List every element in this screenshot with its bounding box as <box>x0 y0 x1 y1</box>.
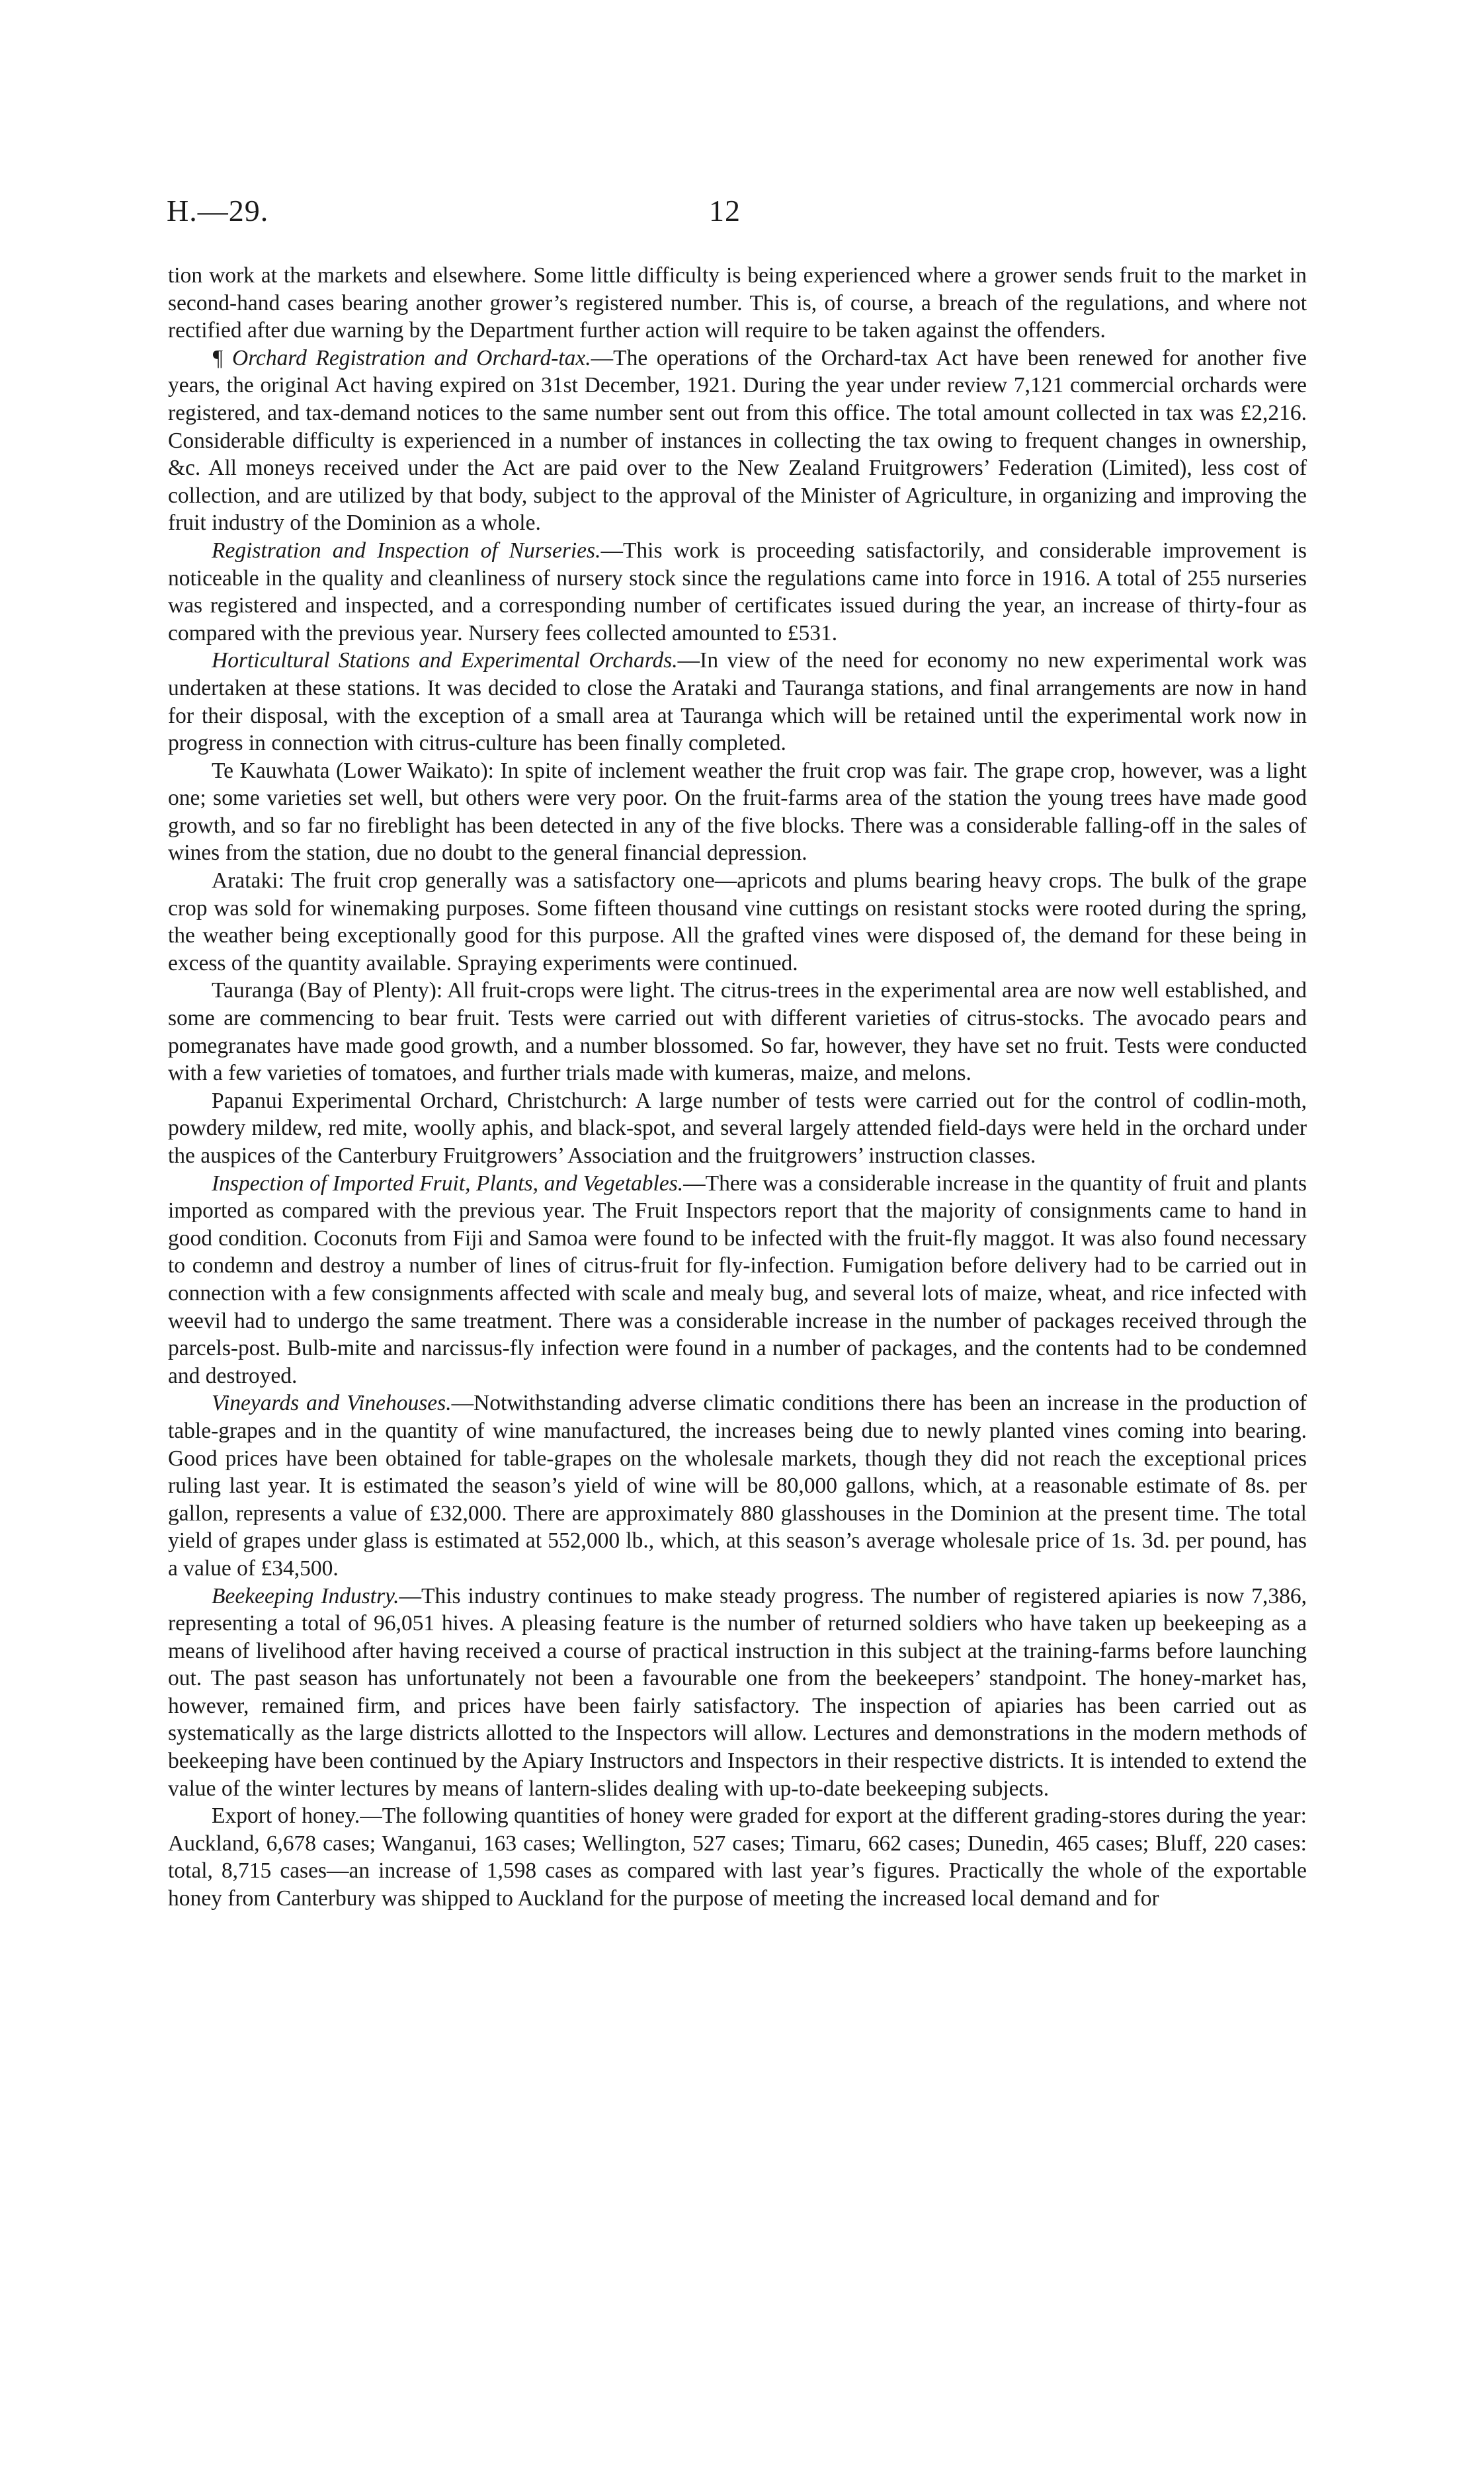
paragraph-text: —This work is proceeding satisfactorily, and considerable improvement is noticeable in the quality and cleanliness of nursery stock since the regulations came into force in 1916. A total of 255 nurseries was registered and inspected, and a corresponding number of certificates issued during the year, an increase of thirty-four as compared with the previous year. Nursery fees collected amounted to £531. <box>168 538 1307 645</box>
document-reference: H.—29. <box>167 194 269 228</box>
section-heading: Registration and Inspection of Nurseries. <box>212 538 601 563</box>
paragraph-imported-fruit <box>168 1170 1307 1390</box>
paragraph-text: Tauranga (Bay of Plenty): All fruit-crops were light. The citrus-trees in the experimental area are now well established, and some are commencing to bear fruit. Tests were carried out with different varieties of citrus-stocks. The avocado pears and pomegranates have made good growth, and a number blossomed. So far, however, they have set no fruit. Tests were conducted with a few varieties of tomatoes, and further trials made with kumeras, maize, and melons. <box>168 978 1307 1086</box>
paragraph-text: tion work at the markets and elsewhere. Some little difficulty is being experienced where a grower sends fruit to the market in second-hand cases bearing another grower’s registered number. This is, of course, a breach of the regulations, and where not rectified after due warning by the Department further action will require to be taken against the offenders. <box>168 263 1307 343</box>
page-number: 12 <box>709 194 741 228</box>
paragraph-text: Arataki: The fruit crop generally was a satisfactory one—apricots and plums bearing heavy crops. The bulk of the grape crop was sold for winemaking purposes. Some fifteen thousand vine cuttings on resistant stocks were rooted during the spring, the weather being exceptionally good for this purpose. All the grafted vines were disposed of, the demand for these being in excess of the quantity available. Spraying experiments were continued. <box>168 868 1307 976</box>
section-heading: ¶ Orchard Registration and Orchard-tax. <box>212 345 591 370</box>
paragraph-export-honey <box>168 1802 1307 1912</box>
body-text <box>168 262 1307 1913</box>
paragraph-text: —In view of the need for economy no new experimental work was undertaken at these stations. It was decided to close the Arataki and Tauranga stations, and final arrangements are now in hand for their disposal, with the exception of a small area at Tauranga which will be retained until the experimental work now in progress in connection with citrus-culture has been finally completed. <box>168 648 1307 756</box>
paragraph-text: Papanui Experimental Orchard, Christchurch: A large number of tests were carried out for the control of codlin-moth, powdery mildew, red mite, woolly aphis, and black-spot, and several largely attended field-days were held in the orchard under the auspices of the Canterbury Fruitgrowers’ Association and the fruitgrowers’ instruction classes. <box>168 1088 1307 1168</box>
paragraph-arataki <box>168 867 1307 977</box>
paragraph-vineyards <box>168 1390 1307 1582</box>
paragraph-te-kauwhata <box>168 757 1307 867</box>
section-heading: Inspection of Imported Fruit, Plants, and Vegetables. <box>212 1171 684 1196</box>
paragraph-papanui <box>168 1087 1307 1170</box>
paragraph-text: —Notwithstanding adverse climatic conditions there has been an increase in the production of table-grapes and in the quantity of wine manufactured, the increases being due to newly planted vines coming into bearing. Good prices have been obtained for table-grapes on the wholesale markets, though they did not reach the exceptional prices ruling last year. It is estimated the season’s yield of wine will be 80,000 gallons, which, at a reasonable estimate of 8s. per gallon, represents a value of £32,000. There are approximately 880 glasshouses in the Dominion at the present time. The total yield of grapes under glass is estimated at 552,000 lb., which, at this season’s average wholesale price of 1s. 3d. per pound, has a value of £34,500. <box>168 1391 1307 1581</box>
section-heading: Horticultural Stations and Experimental Orchards. <box>212 648 678 673</box>
paragraph-continuation <box>168 262 1307 345</box>
paragraph-text: Export of honey.—The following quantities of honey were graded for export at the different grading-stores during the year: Auckland, 6,678 cases; Wanganui, 163 cases; Wellington, 527 cases; Timaru, 662 cases; Dunedin, 465 cases; Bluff, 220 cases: total, 8,715 cases—an increase of 1,598 cases as compared with last year’s figures. Practically the whole of the exportable honey from Canterbury was shipped to Auckland for the purpose of meeting the increased local demand and for <box>168 1804 1307 1911</box>
paragraph-beekeeping <box>168 1583 1307 1803</box>
paragraph-text: Te Kauwhata (Lower Waikato): In spite of inclement weather the fruit crop was fair. The grape crop, however, was a light one; some varieties set well, but others were very poor. On the fruit-farms area of the station the young trees have made good growth, and so far no fireblight has been detected in any of the five blocks. There was a considerable falling-off in the sales of wines from the station, due no doubt to the general financial depression. <box>168 758 1307 866</box>
section-heading: Beekeeping Industry. <box>212 1583 399 1608</box>
paragraph-nurseries <box>168 537 1307 647</box>
paragraph-text: —The operations of the Orchard-tax Act have been renewed for another five years, the original Act having expired on 31st December, 1921. During the year under review 7,121 commercial orchards were registered, and tax-demand notices to the same number sent out from this office. The total amount collected in tax was £2,216. Considerable difficulty is experienced in a number of instances in collecting the tax owing to frequent changes in ownership, &c. All moneys received under the Act are paid over to the New Zealand Fruitgrowers’ Federation (Limited), less cost of collection, and are utilized by that body, subject to the approval of the Minister of Agriculture, in organizing and improving the fruit industry of the Dominion as a whole. <box>168 345 1307 536</box>
paragraph-text: —This industry continues to make steady progress. The number of registered apiaries is now 7,386, representing a total of 96,051 hives. A pleasing feature is the number of returned soldiers who have taken up beekeeping as a means of livelihood after having received a course of practical instruction in this subject at the training-farms before launching out. The past season has unfortunately not been a favourable one from the beekeepers’ standpoint. The honey-market has, however, remained firm, and prices have been fairly satisfactory. The inspection of apiaries has been carried out as systematically as the large districts allotted to the Inspectors will allow. Lectures and demonstrations in the modern methods of beekeeping have been continued by the Apiary Instructors and Inspectors in their respective districts. It is intended to extend the value of the winter lectures by means of lantern-slides dealing with up-to-date beekeeping subjects. <box>168 1583 1307 1801</box>
page-header <box>167 193 1304 233</box>
section-heading: Vineyards and Vinehouses. <box>212 1391 452 1416</box>
paragraph-orchard-registration <box>168 345 1307 537</box>
paragraph-horticultural-stations <box>168 647 1307 757</box>
paragraph-tauranga <box>168 977 1307 1087</box>
paragraph-text: —There was a considerable increase in the quantity of fruit and plants imported as compared with the previous year. The Fruit Inspectors report that the majority of consignments came to hand in good condition. Coconuts from Fiji and Samoa were found to be infected with the fruit-fly maggot. It was also found necessary to condemn and destroy a number of lines of citrus-fruit for fly-infection. Fumigation before delivery had to be carried out in connection with a few consignments affected with scale and mealy bug, and several lots of maize, wheat, and rice infected with weevil had to undergo the same treatment. There was a considerable increase in the number of packages received through the parcels-post. Bulb-mite and narcissus-fly infection were found in a number of packages, and the contents had to be condemned and destroyed. <box>168 1171 1307 1388</box>
